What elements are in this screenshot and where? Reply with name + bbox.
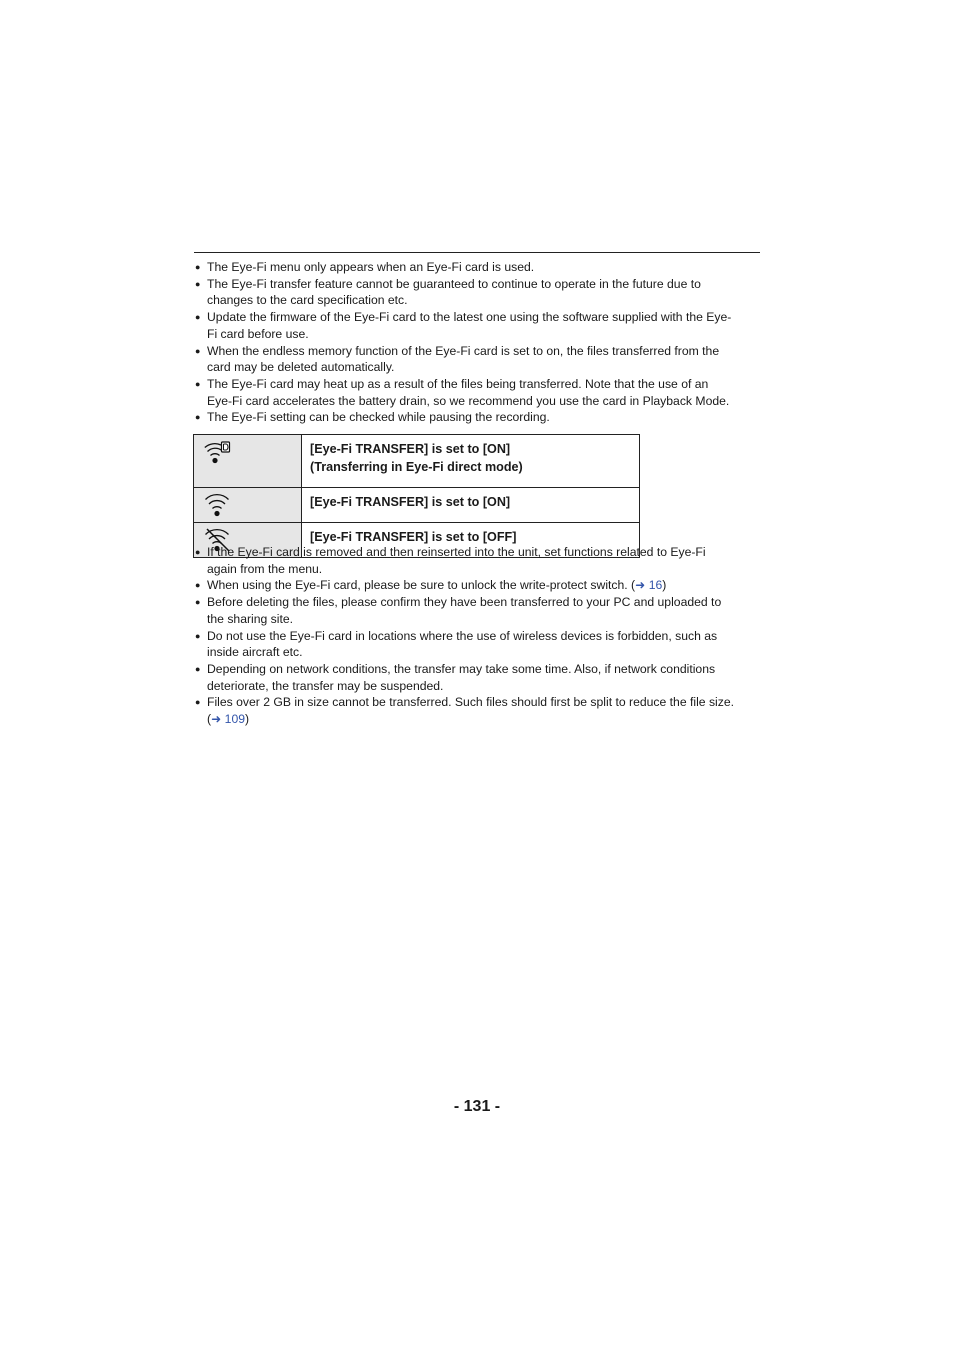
paren-close: ) bbox=[662, 578, 667, 593]
bullet-icon: ● bbox=[195, 412, 201, 423]
status-description bbox=[302, 488, 640, 523]
eye-fi-status-table bbox=[193, 434, 640, 558]
wifi-direct-icon bbox=[204, 438, 232, 464]
note-text: The Eye-Fi transfer feature cannot be guaranteed to continue to operate in the future due to bbox=[207, 276, 701, 291]
arrow-right-icon: ➜ bbox=[211, 712, 222, 727]
list-item bbox=[194, 661, 760, 694]
note-text: Files over 2 GB in size cannot be transferred. Such files should first be split to reduce the file size. bbox=[207, 695, 735, 710]
paren-open: ( bbox=[207, 712, 212, 727]
bullet-icon: ● bbox=[195, 597, 201, 608]
note-text: the sharing site. bbox=[207, 611, 294, 626]
note-text-body: When using the Eye-Fi card, please be sure to unlock the write-protect switch. ( bbox=[207, 578, 636, 593]
list-item bbox=[194, 309, 760, 342]
status-description bbox=[302, 435, 640, 488]
status-label: [Eye-Fi TRANSFER] is set to [OFF] bbox=[310, 530, 517, 544]
bullet-icon: ● bbox=[195, 697, 201, 708]
note-text: If the Eye-Fi card is removed and then reinserted into the unit, set functions related to Eye-Fi bbox=[207, 545, 706, 559]
note-text: Do not use the Eye-Fi card in locations where the use of wireless devices is forbidden, such as bbox=[207, 628, 718, 643]
bullet-icon: ● bbox=[195, 378, 201, 389]
status-label: [Eye-Fi TRANSFER] is set to [ON] bbox=[310, 495, 511, 509]
note-text: deteriorate, the transfer may be suspended. bbox=[207, 678, 444, 693]
page-ref-link[interactable] bbox=[635, 578, 662, 592]
note-text: Fi card before use. bbox=[207, 326, 309, 341]
list-item bbox=[194, 343, 760, 376]
note-text: The Eye-Fi card may heat up as a result of the files being transferred. Note that the use of an bbox=[207, 376, 709, 391]
note-text: inside aircraft etc. bbox=[207, 645, 303, 660]
page-ref-link[interactable] bbox=[211, 712, 245, 726]
list-item bbox=[194, 544, 760, 577]
list-item bbox=[194, 694, 760, 727]
bullet-icon: ● bbox=[195, 547, 201, 557]
notes-list-top bbox=[194, 259, 760, 426]
wifi-on-icon bbox=[204, 491, 232, 517]
bullet-icon: ● bbox=[195, 345, 201, 356]
list-item bbox=[194, 628, 760, 661]
bullet-icon: ● bbox=[195, 630, 201, 641]
icon-cell bbox=[194, 488, 302, 523]
list-item bbox=[194, 594, 760, 627]
bullet-icon: ● bbox=[195, 262, 201, 272]
note-text: Depending on network conditions, the transfer may take some time. Also, if network conditions bbox=[207, 661, 716, 676]
page-ref-number: 16 bbox=[648, 578, 663, 593]
note-text: changes to the card specification etc. bbox=[207, 293, 408, 308]
bullet-icon: ● bbox=[195, 663, 201, 674]
note-text: card may be deleted automatically. bbox=[207, 360, 395, 375]
status-label: [Eye-Fi TRANSFER] is set to [ON] bbox=[310, 442, 511, 456]
status-sublabel: (Transferring in Eye-Fi direct mode) bbox=[310, 460, 523, 474]
note-text: Before deleting the files, please confirm they have been transferred to your PC and uploaded to bbox=[207, 595, 722, 610]
note-text: The Eye-Fi setting can be checked while pausing the recording. bbox=[207, 410, 550, 425]
note-text: The Eye-Fi menu only appears when an Eye-Fi card is used. bbox=[207, 260, 535, 274]
list-item bbox=[194, 376, 760, 409]
bullet-icon: ● bbox=[195, 312, 201, 323]
list-item bbox=[194, 409, 760, 426]
notes-list-bottom bbox=[194, 544, 760, 728]
note-text: Eye-Fi card accelerates the battery drain, so we recommend you use the card in Playback Mode. bbox=[207, 393, 730, 408]
note-text bbox=[207, 711, 760, 728]
table-row bbox=[194, 435, 640, 488]
list-item bbox=[194, 577, 760, 594]
bullet-icon: ● bbox=[195, 580, 201, 591]
table-row bbox=[194, 488, 640, 523]
page-ref-number: 109 bbox=[224, 712, 246, 727]
bullet-icon: ● bbox=[195, 278, 201, 289]
page-number: - 131 - bbox=[453, 1098, 501, 1115]
note-text: Update the firmware of the Eye-Fi card to the latest one using the software supplied with the Eye- bbox=[207, 310, 732, 325]
note-text: again from the menu. bbox=[207, 561, 323, 576]
list-item bbox=[194, 276, 760, 309]
section-divider bbox=[194, 252, 760, 253]
note-text: When the endless memory function of the Eye-Fi card is set to on, the files transferred from the bbox=[207, 343, 720, 358]
icon-cell bbox=[194, 435, 302, 488]
list-item bbox=[194, 259, 760, 276]
paren-close: ) bbox=[245, 712, 250, 727]
arrow-right-icon: ➜ bbox=[635, 578, 646, 593]
note-text bbox=[207, 577, 760, 594]
